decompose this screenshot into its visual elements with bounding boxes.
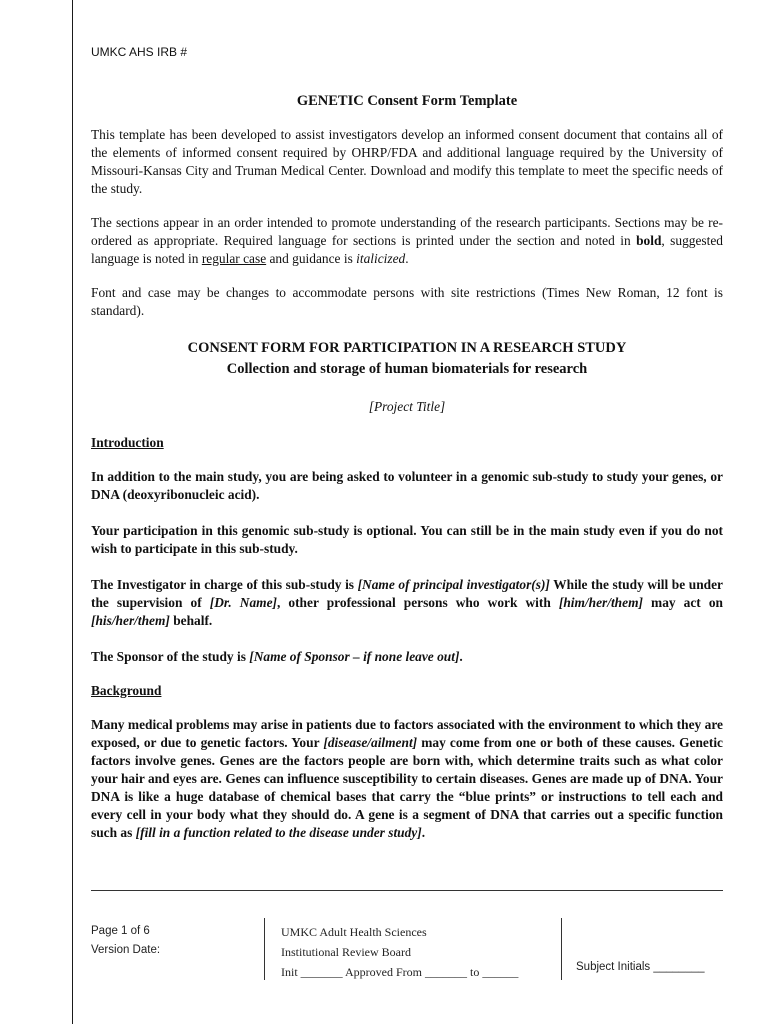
consent-subheading: Collection and storage of human biomaterials for research	[226, 361, 588, 377]
footer-org-line-2: Institutional Review Board	[281, 945, 411, 959]
version-date: Version Date:	[91, 944, 161, 956]
document-body	[91, 92, 723, 842]
footer-approval-line: Init _______ Approved From _______ to ______	[281, 965, 519, 979]
footer-separator-right	[561, 918, 562, 980]
italic-word: italicized	[356, 251, 406, 266]
introduction-paragraph-2: Your participation in this genomic sub-study is optional. You can still be in the main study even if you do not wish to participate in this sub-study.	[91, 523, 723, 556]
subject-initials: Subject Initials ________	[576, 961, 705, 973]
page-title: GENETIC Consent Form Template	[296, 93, 518, 109]
regular-word: regular case	[201, 251, 267, 266]
font-paragraph: Font and case may be changes to accommodate persons with site restrictions (Times New Roman, 12 font is standard).	[91, 285, 723, 318]
footer-separator-left	[264, 918, 265, 980]
consent-heading: CONSENT FORM FOR PARTICIPATION IN A RESEARCH STUDY	[187, 340, 627, 356]
left-margin-rule	[72, 0, 73, 1024]
footer-page-info	[91, 922, 160, 960]
irb-header: UMKC AHS IRB #	[91, 45, 188, 59]
footer-irb-block	[281, 922, 518, 982]
project-title: [Project Title]	[368, 399, 446, 414]
footer-divider	[91, 890, 723, 891]
sections-paragraph: The sections appear in an order intended to promote understanding of the research participants. Sections may be re-ordered as appropriate. Required language for sections is printed under the section and noted in bold, suggested language is noted in regular case and guidance is italicized.	[91, 215, 723, 266]
page-number: Page 1 of 6	[91, 925, 150, 937]
introduction-heading: Introduction	[91, 435, 164, 450]
introduction-paragraph-1: In addition to the main study, you are being asked to volunteer in a genomic sub-study to study your genes, or DNA (deoxyribonucleic acid).	[91, 469, 723, 502]
intro-paragraph: This template has been developed to assist investigators develop an informed consent document that contains all of the elements of informed consent required by OHRP/FDA and additional language required by the University of Missouri-Kansas City and Truman Medical Center. Download and modify this template to meet the specific needs of the study.	[91, 127, 723, 196]
bold-word: bold	[636, 233, 662, 248]
footer-org-line-1: UMKC Adult Health Sciences	[281, 925, 427, 939]
investigator-paragraph: The Investigator in charge of this sub-study is [Name of principal investigator(s)] While the study will be under the supervision of [Dr. Name], other professional persons who work with [him/her/them] may act on [his/her/them] behalf.	[91, 577, 723, 628]
background-paragraph: Many medical problems may arise in patients due to factors associated with the environment to which they are exposed, or due to genetic factors. Your [disease/ailment] may come from one or both of these causes. Genetic factors involve genes. Genes are the factors people are born with, which determine traits such as what color your hair and eyes are. Genes can influence susceptibility to certain diseases. Genes are made up of DNA. Your DNA is like a huge database of chemical bases that carry the “blue prints” or instructions to tell each and every cell in your body what they should do. A gene is a segment of DNA that carries out a specific function such as [fill in a function related to the disease under study].	[91, 717, 723, 840]
sponsor-paragraph: The Sponsor of the study is [Name of Sponsor – if none leave out].	[91, 649, 463, 664]
background-heading: Background	[91, 683, 162, 698]
